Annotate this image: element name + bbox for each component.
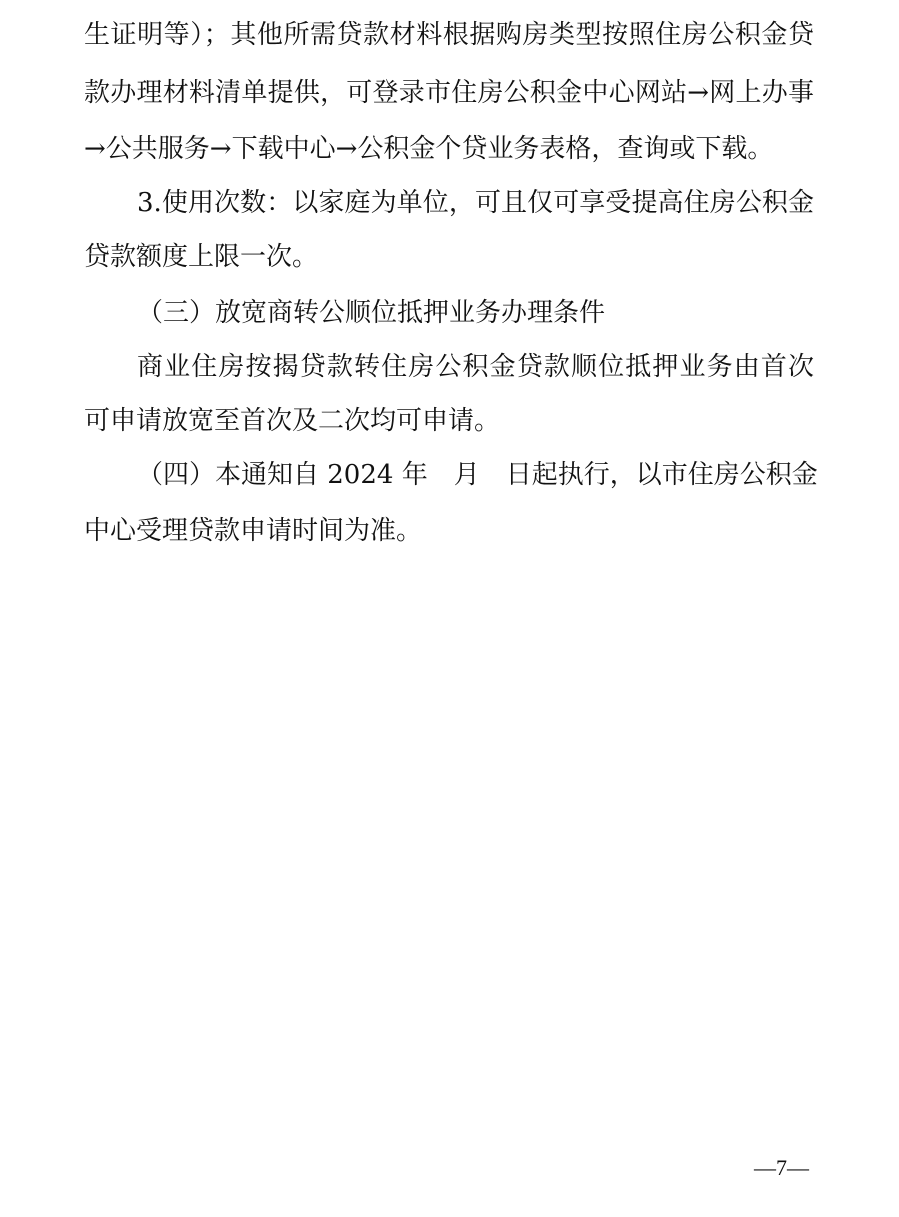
paragraph-line: 可申请放宽至首次及二次均可申请。	[84, 406, 501, 436]
paragraph-line: 款办理材料清单提供，可登录市住房公积金中心网站→网上办事	[84, 78, 814, 108]
paragraph-line: 贷款额度上限一次。	[84, 242, 319, 272]
paragraph-line: 中心受理贷款申请时间为准。	[84, 516, 423, 546]
paragraph-line: （四）本通知自 2024 年 月 日起执行，以市住房公积金	[137, 460, 818, 490]
paragraph-line: 3.使用次数：以家庭为单位，可且仅可享受提高住房公积金	[137, 188, 814, 218]
paragraph-line: 生证明等）；其他所需贷款材料根据购房类型按照住房公积金贷	[84, 20, 814, 50]
paragraph-line: 商业住房按揭贷款转住房公积金贷款顺位抵押业务由首次	[137, 352, 814, 382]
paragraph-line: →公共服务→下载中心→公积金个贷业务表格，查询或下载。	[84, 134, 774, 164]
section-heading: （三）放宽商转公顺位抵押业务办理条件	[137, 298, 606, 328]
page-number: —7—	[754, 1155, 809, 1180]
